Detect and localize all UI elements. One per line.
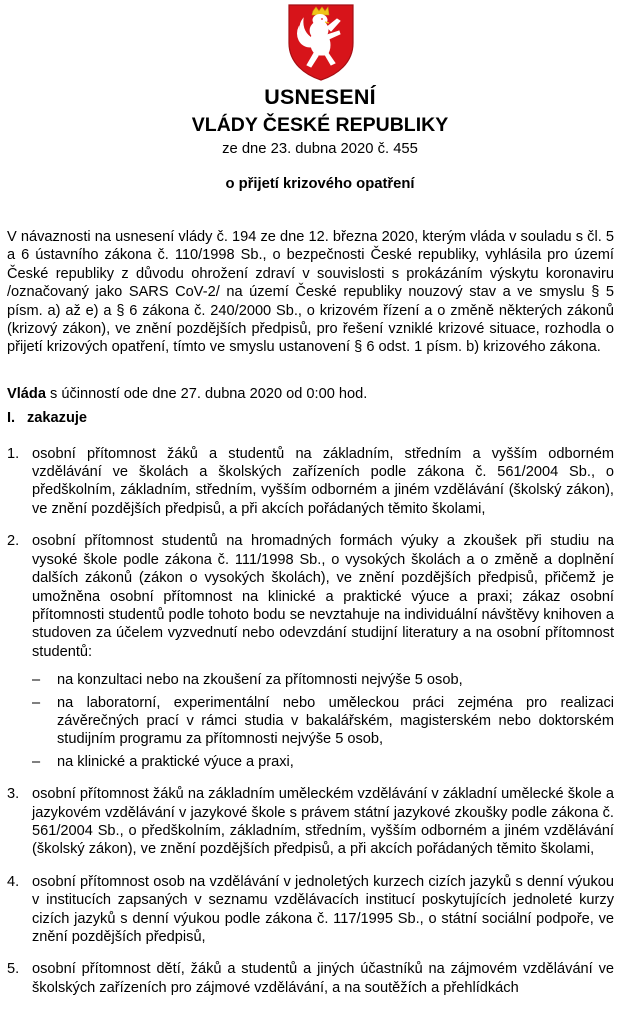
document-date-line: ze dne 23. dubna 2020 č. 455 <box>222 141 418 157</box>
list-item-text: osobní přítomnost studentů na hromadných formách výuky a zkoušek při studiu na vysoké škole podle zákona č. 111/1998 Sb., o vysokých školách a o změně a doplnění dalších zákonů (zákon o vysokých školách), ve znění pozdějších předpisů, přičemž je umožněna osobní přítomnost na klinické a praktické výuce a praxi; zákaz osobní přítomnosti studentů podle tohoto bodu se nevztahuje na individuální návštěvy knihoven a studoven za účelem vyzvednutí nebo odevzdání studijní literatury a na osobní přítomnost studentů: <box>32 533 614 660</box>
list-item-text: osobní přítomnost dětí, žáků a studentů a jiných účastníků na zájmovém vzdělávání ve školských zařízeních pro zájmové vzdělávání, a na soutěžích a přehlídkách <box>32 961 614 996</box>
list-item <box>7 532 614 771</box>
section-heading <box>7 409 614 427</box>
document-subtitle: VLÁDY ČESKÉ REPUBLIKY <box>191 114 449 136</box>
list-item-number: 4. <box>7 873 20 890</box>
list-item <box>7 785 614 859</box>
section-number: I. <box>7 410 16 427</box>
list-item-text: osobní přítomnost žáků a studentů na základním, středním a vyšším odborném vzdělávání ve školách a školských zařízeních podle zákona č. 561/2004 Sb., o předškolním, základním, středním, vyšším odborném a jiném vzdělávání (školský zákon), ve znění pozdějších předpisů, a při akcích pořádaných těmito školami, <box>32 445 614 517</box>
prohibition-list <box>7 445 614 998</box>
effect-line <box>7 385 614 403</box>
list-item-number: 3. <box>7 786 20 803</box>
list-item-number: 5. <box>7 961 20 978</box>
document-subject: o přijetí krizového opatření <box>225 176 415 192</box>
effect-rest: s účinností ode dne 27. dubna 2020 od 0:00 hod. <box>45 385 368 402</box>
dash-icon: – <box>32 672 41 689</box>
intro-paragraph: V návaznosti na usnesení vlády č. 194 ze dne 12. března 2020, kterým vláda v souladu s čl. 5 a 6 ústavního zákona č. 110/1998 Sb., o bezpečnosti České republiky, vyhlásila pro území České republiky z důvodu ohrožení zdraví v souvislosti s prokázáním výskytu koronaviru /označovaný jako SARS CoV-2/ na území České republiky nouzový stav a ve smyslu § 5 písm. a) až e) a § 6 zákona č. 240/2000 Sb., o krizovém řízení a o změně některých zákonů (krizový zákon), ve znění pozdějších předpisů, pro řešení vzniklé krizové situace, rozhodla o přijetí krizových opatření, tímto ve smyslu ustanovení § 6 odst. 1 písm. b) krizového zákona. <box>7 229 614 356</box>
list-item <box>7 445 614 519</box>
dash-icon: – <box>32 753 41 770</box>
list-item-text: osobní přítomnost žáků na základním uměleckém vzdělávání v základní umělecké škole a jazykovém vzdělávání v jazykové škole s právem státní jazykové zkoušky podle zákona č. 561/2004 Sb., o předškolním, základním, středním, vyšším odborném a jiném vzdělávání (školský zákon), ve znění pozdějších předpisů, a při akcích pořádaných těmito školami, <box>32 786 614 858</box>
sub-list-item <box>32 671 614 689</box>
list-item-text: osobní přítomnost osob na vzdělávání v jednoletých kurzech cizích jazyků s denní výukou v institucích zapsaných v seznamu vzdělávacích institucí poskytujících jednoleté kurzy cizích jazyků s denní výukou podle zákona č. 117/1995 Sb., o státní sociální podpoře, ve znění pozdějších předpisů, <box>32 873 614 945</box>
section-title: zakazuje <box>27 410 88 427</box>
document-body <box>7 228 614 1011</box>
sub-list-item <box>32 753 614 771</box>
sub-list-item-text: na laboratorní, experimentální nebo uměleckou práci zejména pro realizaci závěrečných prací v rámci studia v bakalářském, magisterském nebo doktorském studijním programu za přítomnosti nejvýše 5 osob, <box>57 694 614 748</box>
list-item-number: 2. <box>7 533 20 550</box>
document-title: USNESENÍ <box>264 85 376 109</box>
czech-lion-coat-of-arms-icon <box>287 3 355 81</box>
list-item-number: 1. <box>7 445 20 462</box>
sub-list-item <box>32 694 614 749</box>
effect-bold: Vláda <box>7 385 46 402</box>
dash-icon: – <box>32 694 41 711</box>
sub-list-item-text: na konzultaci nebo na zkoušení za přítomnosti nejvýše 5 osob, <box>57 672 463 689</box>
sub-list-item-text: na klinické a praktické výuce a praxi, <box>57 753 294 770</box>
sub-list <box>32 671 614 771</box>
list-item <box>7 873 614 947</box>
list-item <box>7 960 614 997</box>
